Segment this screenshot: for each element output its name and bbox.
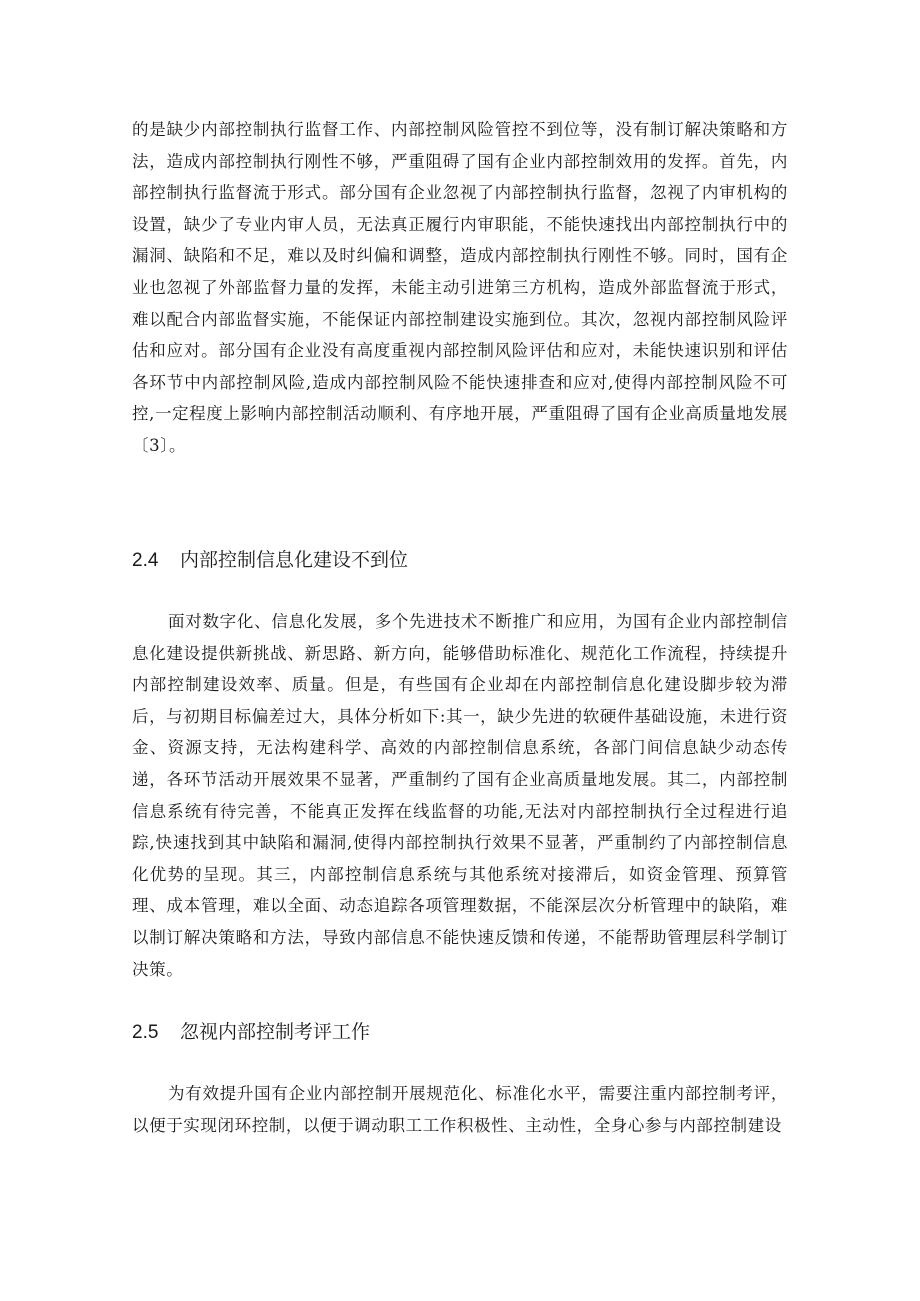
paragraph-internal-supervision: 的是缺少内部控制执行监督工作、内部控制风险管控不到位等，没有制订解决策略和方法，造成内部控制执行刚性不够，严重阻碍了国有企业内部控制效用的发挥。首先，内部控制执行监督流于形式。部分国有企业忽视了内部控制执行监督，忽视了内审机构的设置，缺少了专业内审人员，无法真正履行内审职能，不能快速找出内部控制执行中的漏洞、缺陷和不足，难以及时纠偏和调整，造成内部控制执行刚性不够。同时，国有企业也忽视了外部监督力量的发挥，未能主动引进第三方机构，造成外部监督流于形式，难以配合内部监督实施，不能保证内部控制建设实施到位。其次，忽视内部控制风险评估和应对。部分国有企业没有高度重视内部控制风险评估和应对，未能快速识别和评估各环节中内部控制风险,造成内部控制风险不能快速排查和应对,使得内部控制风险不可控,一定程度上影响内部控制活动顺利、有序地开展，严重阻碍了国有企业高质量地发展〔3〕。 bbox=[132, 120, 788, 455]
section-heading-2-4 bbox=[132, 546, 408, 575]
paragraph-evaluation: 为有效提升国有企业内部控制开展规范化、标准化水平，需要注重内部控制考评，以便于实现闭环控制，以便于调动职工工作积极性、主动性，全身心参与内部控制建设 bbox=[132, 1084, 788, 1135]
section-number: 2.4 bbox=[132, 550, 159, 571]
section-number: 2.5 bbox=[132, 1022, 159, 1043]
section-heading-2-5 bbox=[132, 1018, 370, 1047]
section-title: 忽视内部控制考评工作 bbox=[180, 1021, 371, 1043]
paragraph-informatization: 面对数字化、信息化发展，多个先进技术不断推广和应用，为国有企业内部控制信息化建设提供新挑战、新思路、新方向，能够借助标准化、规范化工作流程，持续提升内部控制建设效率、质量。但是，有些国有企业却在内部控制信息化建设脚步较为滞后，与初期目标偏差过大，具体分析如下:其一，缺少先进的软硬件基础设施，未进行资金、资源支持，无法构建科学、高效的内部控制信息系统，各部门间信息缺少动态传递，各环节活动开展效果不显著，严重制约了国有企业高质量地发展。其二，内部控制信息系统有待完善，不能真正发挥在线监督的功能,无法对内部控制执行全过程进行追踪,快速找到其中缺陷和漏洞,使得内部控制执行效果不显著，严重制约了内部控制信息化优势的呈现。其三，内部控制信息系统与其他系统对接滞后，如资金管理、预算管理、成本管理，难以全面、动态追踪各项管理数据，不能深层次分析管理中的缺陷，难以制订解决策略和方法，导致内部信息不能快速反馈和传递，不能帮助管理层科学制订决策。 bbox=[132, 612, 788, 979]
section-title: 内部控制信息化建设不到位 bbox=[180, 549, 409, 571]
